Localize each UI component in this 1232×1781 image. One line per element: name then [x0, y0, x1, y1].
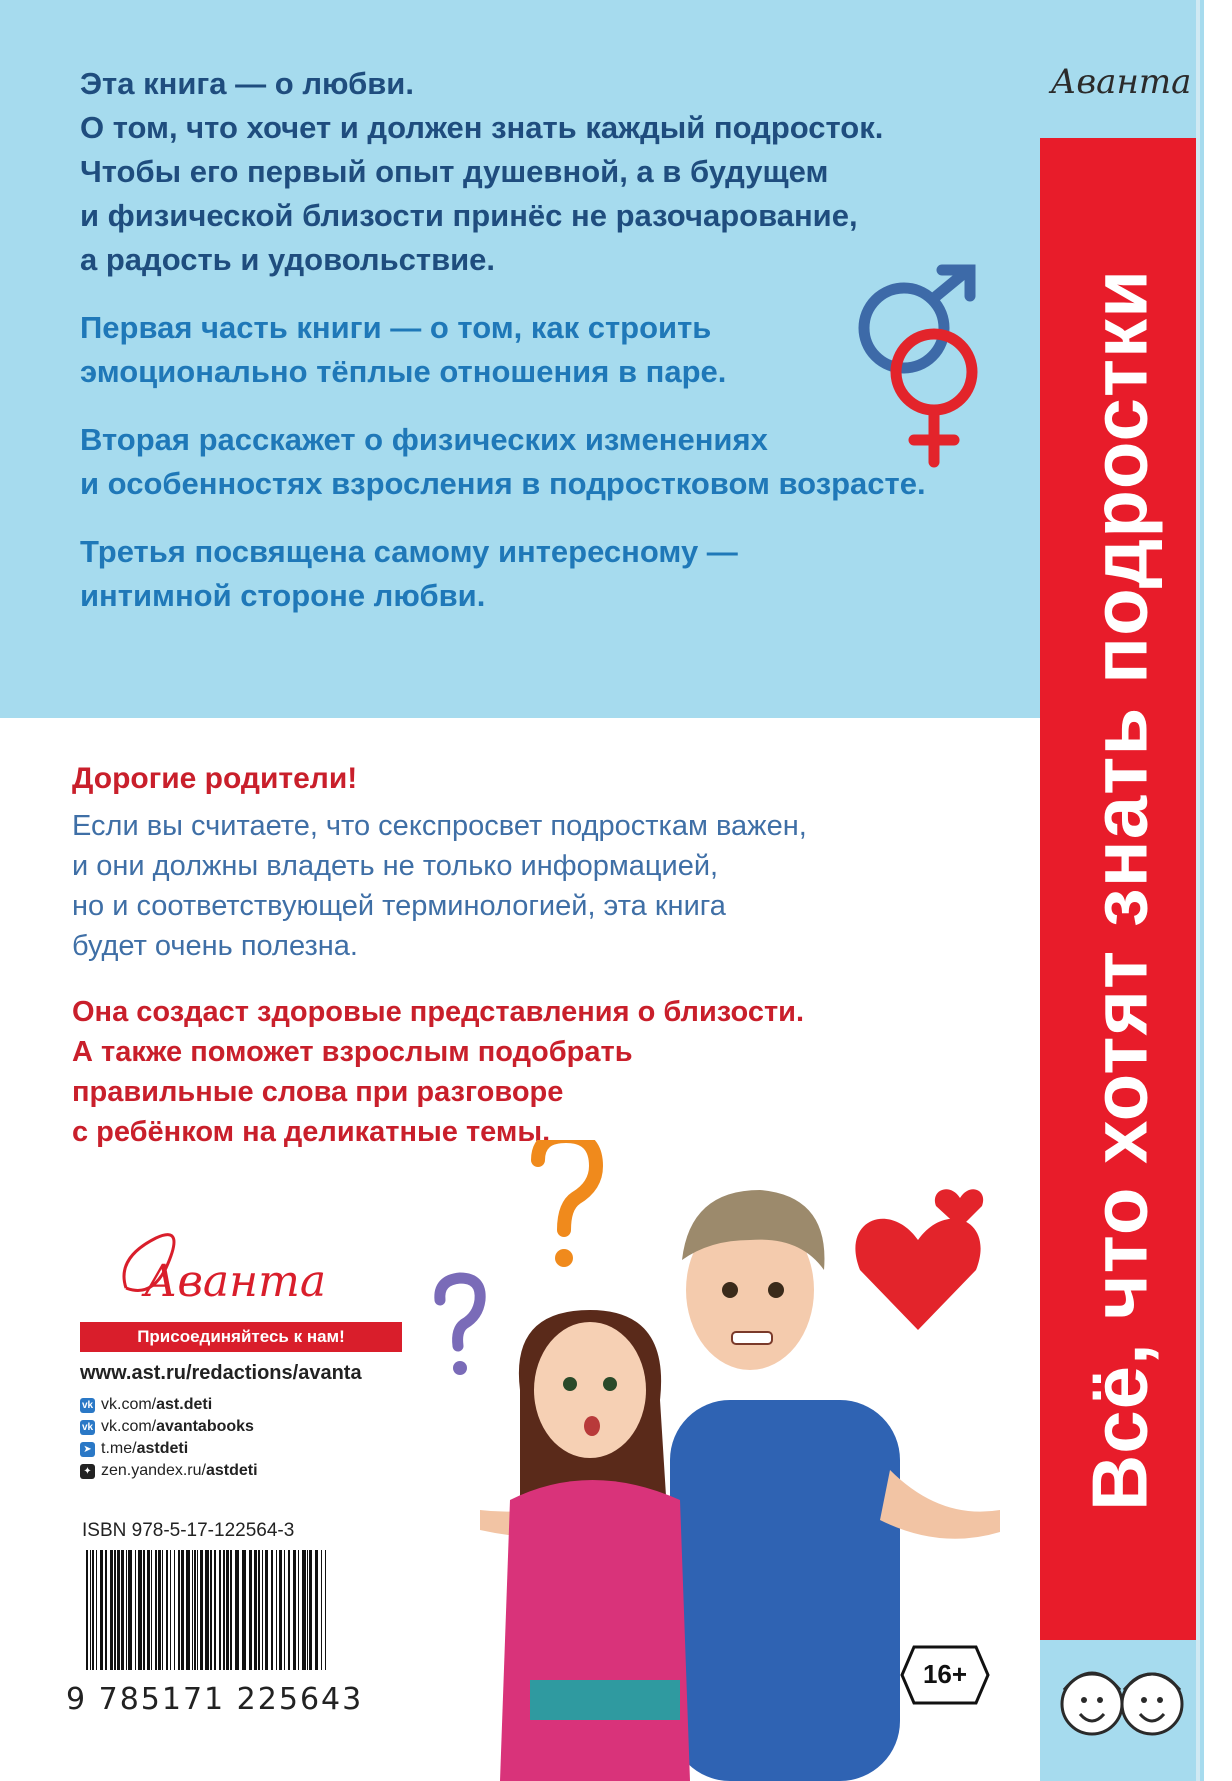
social-links [80, 1394, 258, 1482]
social-link-vk-astdeti[interactable]: vk vk.com/ ast.deti [81, 1396, 213, 1413]
barcode-bar [210, 1550, 212, 1670]
avanta-logo-text: Аванта [144, 1256, 327, 1307]
barcode-bar [205, 1550, 209, 1670]
barcode-bar [200, 1550, 203, 1670]
parents-red-text: Она создаст здоровые представления о близости. А также поможет взрослым подобрать правильные слова при разговоре с ребёнком на деликатные темы. [72, 996, 805, 1148]
question-mark-orange-icon [538, 1140, 596, 1230]
barcode-bar [307, 1550, 308, 1670]
barcode-bar [96, 1550, 97, 1670]
barcode-bar [143, 1550, 145, 1670]
barcode-bar [271, 1550, 273, 1670]
barcode-bar [288, 1550, 290, 1670]
barcode-bar [254, 1550, 257, 1670]
barcode-number: 9 785171 225643 [66, 1682, 364, 1717]
barcode-bar [178, 1550, 180, 1670]
barcode-bar [186, 1550, 190, 1670]
barcode-bar [162, 1550, 163, 1670]
barcode-bar [293, 1550, 296, 1670]
question-mark-purple-icon [440, 1278, 480, 1346]
age-rating-label: 16+ [922, 1659, 968, 1689]
barcode-bar [325, 1550, 326, 1670]
parents-section [72, 762, 972, 1152]
join-us-banner: Присоединяйтесь к нам! [80, 1322, 402, 1352]
zen-icon: ✦ [80, 1464, 95, 1479]
barcode-bar [110, 1550, 113, 1670]
barcode-bar [121, 1550, 124, 1670]
barcode-bar [155, 1550, 157, 1670]
barcode-bar [151, 1550, 152, 1670]
social-link-vk-avantabooks[interactable]: vk vk.com/ avantabooks [81, 1418, 254, 1435]
vk-icon: vk [81, 1421, 94, 1433]
barcode-bar [92, 1550, 94, 1670]
publisher-website-link[interactable]: www.ast.ru/redactions/avanta [80, 1362, 362, 1384]
intro-paragraph-1: Эта книга — о любви. О том, что хочет и должен знать каждый подросток. Чтобы его первый опыт душевной, а в будущем и физической близости принёс не разочарование, а радость и удовольствие. [80, 66, 884, 277]
barcode-bar [235, 1550, 239, 1670]
barcode-bar [158, 1550, 161, 1670]
isbn-label: ISBN 978-5-17-122564-3 [82, 1520, 295, 1541]
barcode-bar [194, 1550, 196, 1670]
vk-icon: vk [81, 1399, 94, 1411]
telegram-icon: ➤ [80, 1442, 95, 1457]
barcode-bar [321, 1550, 322, 1670]
avanta-logo [96, 1218, 336, 1328]
barcode-bar [170, 1550, 171, 1670]
barcode-bar [284, 1550, 285, 1670]
barcode-bar [100, 1550, 103, 1670]
social-link-telegram[interactable]: ➤ t.me/ astdeti [80, 1438, 258, 1460]
barcode-bar [249, 1550, 252, 1670]
barcode-bar [302, 1550, 306, 1670]
barcode-bar [128, 1550, 132, 1670]
barcode-bar [226, 1550, 229, 1670]
barcode-bar [105, 1550, 107, 1670]
barcode-bar [223, 1550, 225, 1670]
barcode-bar [258, 1550, 260, 1670]
barcode-bar [279, 1550, 282, 1670]
barcode-bar [309, 1550, 312, 1670]
barcode-bar [242, 1550, 246, 1670]
barcode-bar [192, 1550, 193, 1670]
barcode-bar [117, 1550, 120, 1670]
barcode-bar [214, 1550, 216, 1670]
barcode-bar [265, 1550, 268, 1670]
social-link-zen[interactable]: ✦ zen.yandex.ru/ astdeti [80, 1460, 258, 1482]
parents-text: Если вы считаете, что секспросвет подросткам важен, и они должны владеть не только информацией, но и соответствующей терминологией, эта книга будет очень полезна. [72, 810, 807, 962]
spine-edge [1196, 0, 1200, 1781]
barcode-bar [298, 1550, 299, 1670]
barcode-bar [276, 1550, 277, 1670]
kids-faces-icon [1044, 1642, 1196, 1772]
intro-paragraph-2: Первая часть книги — о том, как строить эмоционально тёплые отношения в паре. [80, 310, 727, 389]
barcode-bar [138, 1550, 142, 1670]
spine-outer-edge [1204, 0, 1232, 1781]
barcode-bar [181, 1550, 184, 1670]
barcode-bar [174, 1550, 175, 1670]
barcode-bar [166, 1550, 168, 1670]
heart-large-icon [855, 1219, 980, 1330]
barcode-bar [315, 1550, 318, 1670]
barcode-bar [219, 1550, 221, 1670]
spine-book-title: Всё, что хотят знать подростки [1075, 268, 1164, 1512]
barcode-bar [114, 1550, 116, 1670]
gender-symbols-icon [852, 262, 992, 468]
barcode-bar [126, 1550, 127, 1670]
barcode-bar [86, 1550, 88, 1670]
parents-heading: Дорогие родители! [72, 762, 358, 795]
barcode-bar [197, 1550, 198, 1670]
intro-paragraph-3: Вторая расскажет о физических изменениях и особенностях взросления в подростковом возрасте. [80, 422, 926, 501]
barcode-bar [90, 1550, 91, 1670]
intro-paragraph-4: Третья посвящена самому интересному — интимной стороне любви. [80, 534, 738, 613]
spine-publisher-logo: Аванта [1050, 62, 1192, 102]
barcode-bar [230, 1550, 232, 1670]
barcode-bar [135, 1550, 136, 1670]
barcode-bar [262, 1550, 263, 1670]
barcode [86, 1550, 326, 1670]
barcode-bar [147, 1550, 150, 1670]
